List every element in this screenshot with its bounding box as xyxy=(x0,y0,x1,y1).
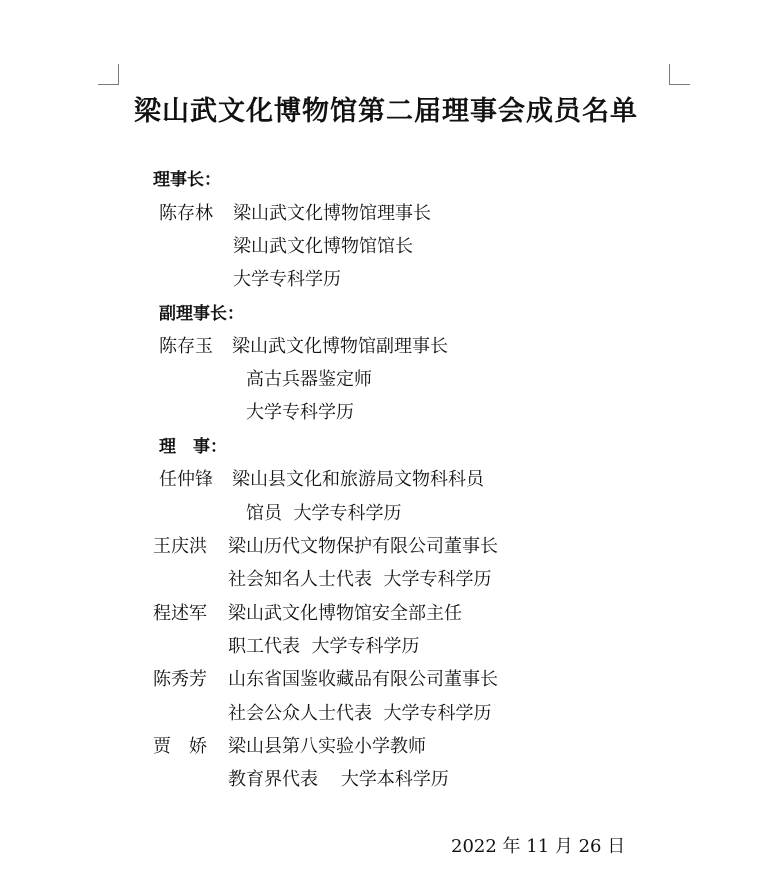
page-corner-mark-top-right xyxy=(669,64,690,85)
vice-chairman-heading: 副理事长： xyxy=(159,304,244,324)
director-role-line: 梁山历代文物保护有限公司董事长 xyxy=(228,536,498,557)
director-role-line: 梁山武文化博物馆安全部主任 xyxy=(228,603,462,624)
director-detail-line: 职工代表 大学专科学历 xyxy=(228,636,420,657)
director-detail-line: 社会公众人士代表 大学专科学历 xyxy=(228,703,492,724)
chairman-education-line: 大学专科学历 xyxy=(233,269,341,290)
vice-chairman-role-line: 高古兵器鉴定师 xyxy=(246,369,372,390)
director-detail-line: 馆员 大学专科学历 xyxy=(246,503,402,524)
page-corner-mark-top-left xyxy=(98,64,119,85)
director-name: 贾 娇 xyxy=(153,736,207,757)
chairman-role-line: 梁山武文化博物馆理事长 xyxy=(233,203,431,224)
chairman-name: 陈存林 xyxy=(159,203,213,224)
directors-heading: 理 事： xyxy=(159,437,227,457)
director-detail-line: 社会知名人士代表 大学专科学历 xyxy=(228,569,492,590)
document-date: 2022 年 11 月 26 日 xyxy=(451,836,626,857)
vice-chairman-education-line: 大学专科学历 xyxy=(246,402,354,423)
director-name: 程述军 xyxy=(153,603,207,624)
director-role-line: 梁山县文化和旅游局文物科科员 xyxy=(232,469,484,490)
director-name: 王庆洪 xyxy=(153,536,207,557)
chairman-heading: 理事长： xyxy=(153,170,221,190)
director-detail-line: 教育界代表 大学本科学历 xyxy=(228,769,449,790)
vice-chairman-name: 陈存玉 xyxy=(159,336,213,357)
chairman-role-line: 梁山武文化博物馆馆长 xyxy=(233,236,413,257)
director-name: 任仲锋 xyxy=(159,469,213,490)
vice-chairman-role-line: 梁山武文化博物馆副理事长 xyxy=(232,336,448,357)
document-title: 梁山武文化博物馆第二届理事会成员名单 xyxy=(134,96,638,127)
director-role-line: 梁山县第八实验小学教师 xyxy=(228,736,426,757)
director-role-line: 山东省国鉴收藏品有限公司董事长 xyxy=(228,669,498,690)
director-name: 陈秀芳 xyxy=(153,669,207,690)
